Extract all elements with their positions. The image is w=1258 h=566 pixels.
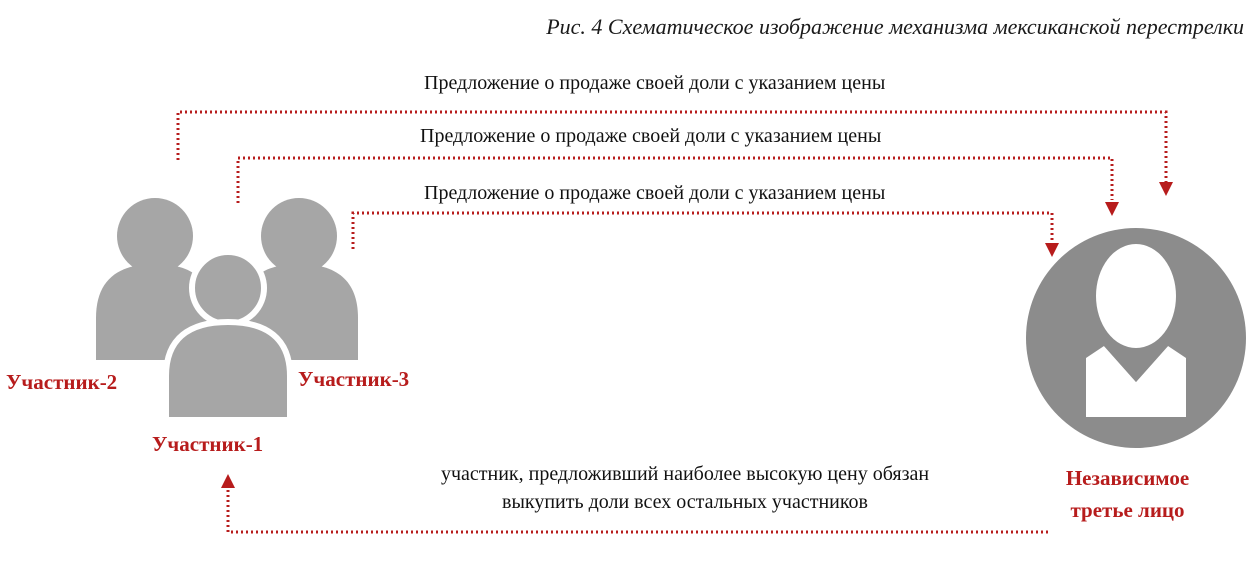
return-arrow-label-line-1: участник, предложивший наиболее высокую цену обязан: [440, 463, 930, 485]
participant-1-label: Участник-1: [152, 432, 264, 456]
arrow-1-head: [1159, 182, 1173, 196]
arrow-1-label: Предложение о продаже своей доли с указанием цены: [424, 72, 886, 94]
third-party-avatar-icon: [1026, 228, 1246, 448]
third-party-label-line-1: Независимое: [1065, 466, 1190, 490]
arrow-3-head: [1045, 243, 1059, 257]
arrow-2-label: Предложение о продаже своей доли с указанием цены: [420, 125, 882, 147]
third-party-label-line-2: третье лицо: [1070, 498, 1185, 522]
third-party-label: [1020, 462, 1235, 526]
participant-3-label: Участник-3: [298, 367, 410, 391]
return-arrow-head: [221, 474, 235, 488]
return-arrow-label-line-2: выкупить доли всех остальных участников: [502, 491, 868, 513]
arrow-3-label: Предложение о продаже своей доли с указанием цены: [424, 182, 886, 204]
participant-2-label: Участник-2: [6, 370, 118, 394]
arrow-2-head: [1105, 202, 1119, 216]
avatar-head: [1096, 244, 1176, 348]
arrow-3-line: [353, 213, 1052, 249]
figure-caption: Рис. 4 Схематическое изображение механизма мексиканской перестрелки: [546, 14, 1244, 39]
return-arrow-label: [340, 460, 1030, 516]
arrow-1-line: [178, 112, 1166, 185]
